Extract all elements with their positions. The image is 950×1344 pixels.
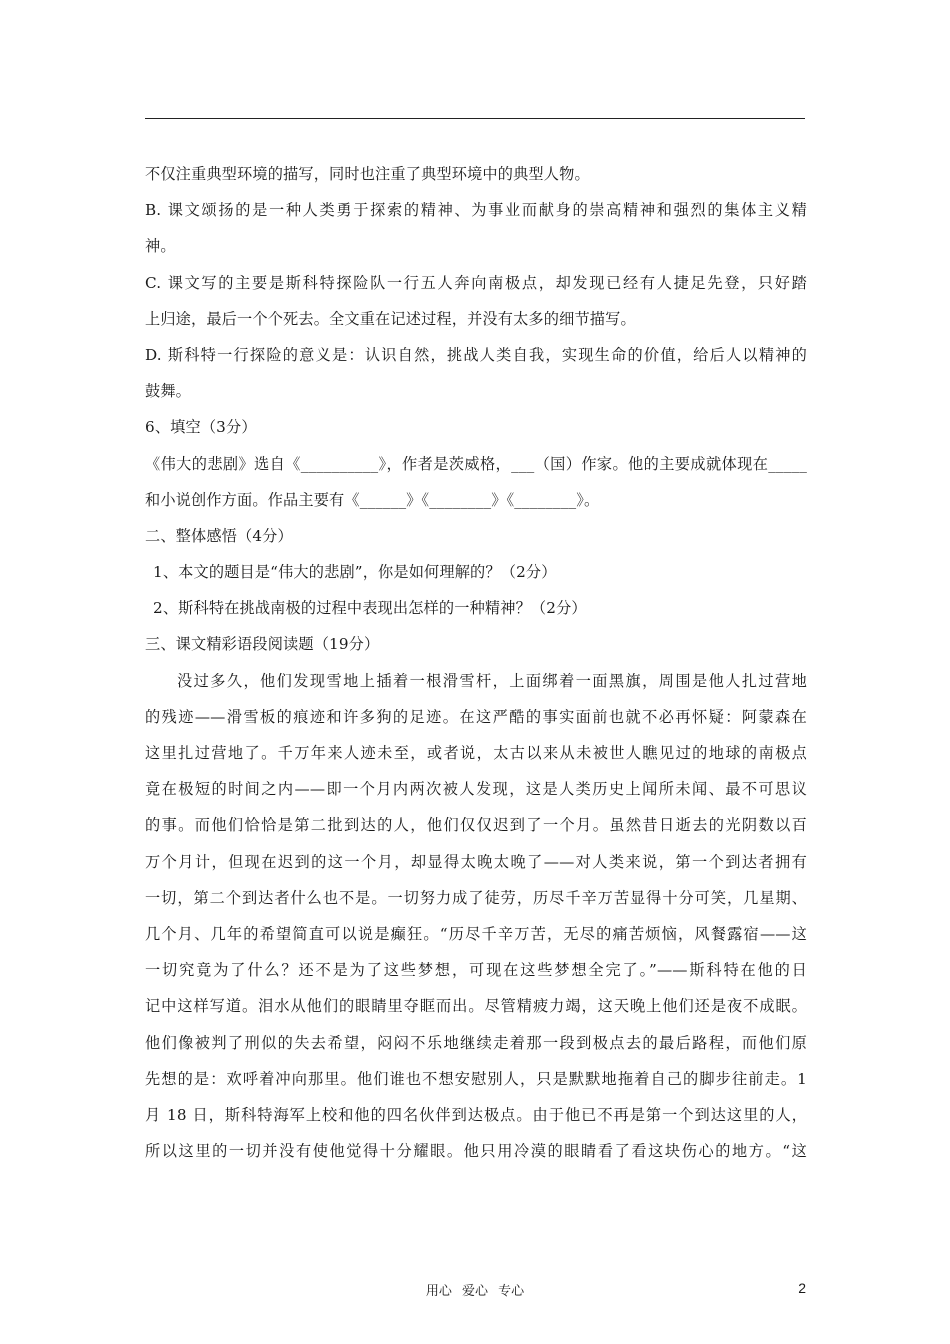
passage-line: 这里扎过营地了。千万年来人迹未至，或者说，太古以来从未被世人瞧见过的地球的南极点 bbox=[145, 744, 807, 762]
passage-line: 先想的是：欢呼着冲向那里。他们谁也不想安慰别人，只是默默地拖着自己的脚步往前走。1 bbox=[145, 1069, 807, 1088]
option-b-line: B. 课文颂扬的是一种人类勇于探索的精神、为事业而献身的崇高精神和强烈的集体主义精 bbox=[145, 201, 807, 220]
passage-line: 没过多久，他们发现雪地上插着一根滑雪杆，上面绑着一面黑旗，周围是他人扎过营地 bbox=[177, 671, 807, 690]
option-c-line: C. 课文写的主要是斯科特探险队一行五人奔向南极点，却发现已经有人捷足先登，只好踏 bbox=[145, 273, 807, 292]
fill-blank-line: 《伟大的悲剧》选自《__________》，作者是茨威格，___（国）作家。他的主要成就体现在_____ bbox=[145, 454, 807, 473]
question-heading: 6、填空（3分） bbox=[145, 418, 257, 437]
text-line: 鼓舞。 bbox=[145, 382, 192, 401]
passage-line: 月 18 日，斯科特海军上校和他的四名伙伴到达极点。由于他已不再是第一个到达这里的人， bbox=[145, 1105, 807, 1124]
passage-line: 的残迹——滑雪板的痕迹和许多狗的足迹。在这严酷的事实面前也就不必再怀疑：阿蒙森在 bbox=[145, 707, 807, 726]
passage-line: 万个月计，但现在迟到的这一个月，却显得太晚太晚了——对人类来说，第一个到达者拥有 bbox=[145, 852, 807, 871]
option-d-line: D. 斯科特一行探险的意义是：认识自然，挑战人类自我，实现生命的价值，给后人以精神的 bbox=[145, 345, 807, 364]
header-rule bbox=[145, 118, 805, 119]
section-heading: 三、课文精彩语段阅读题（19分） bbox=[145, 635, 380, 654]
passage-line: 的事。而他们恰恰是第二批到达的人，他们仅仅迟到了一个月。虽然昔日逝去的光阴数以百 bbox=[145, 816, 807, 835]
question-item: 1、本文的题目是“伟大的悲剧”，你是如何理解的？（2分） bbox=[153, 563, 557, 582]
text-line: 神。 bbox=[145, 237, 176, 256]
passage-line: 他们像被判了刑似的失去希望，闷闷不乐地继续走着那一段到极点去的最后路程，而他们原 bbox=[145, 1033, 807, 1052]
section-heading: 二、整体感悟（4分） bbox=[145, 526, 293, 545]
page-number: 2 bbox=[798, 1280, 806, 1296]
passage-line: 一切究竟为了什么？还不是为了这些梦想，可现在这些梦想全完了。”——斯科特在他的日 bbox=[145, 961, 807, 980]
passage-line: 记中这样写道。泪水从他们的眼睛里夺眶而出。尽管精疲力竭，这天晚上他们还是夜不成眠。 bbox=[145, 997, 807, 1016]
document-body bbox=[145, 156, 807, 1169]
passage-line: 所以这里的一切并没有使他觉得十分耀眼。他只用冷漠的眼睛看了看这块伤心的地方。“这 bbox=[145, 1142, 807, 1161]
footer-motto: 用心 爱心 专心 bbox=[425, 1284, 525, 1299]
passage-line: 竟在极短的时间之内——即一个月内两次被人发现，这是人类历史上闻所未闻、最不可思议 bbox=[145, 780, 807, 799]
passage-line: 几个月、几年的希望简直可以说是癫狂。“历尽千辛万苦，无尽的痛苦烦恼，风餐露宿——这 bbox=[145, 924, 807, 943]
fill-blank-line: 和小说创作方面。作品主要有《______》《________》《________》。 bbox=[145, 490, 600, 509]
text-line: 不仅注重典型环境的描写，同时也注重了典型环境中的典型人物。 bbox=[145, 165, 590, 183]
text-line: 上归途，最后一个个死去。全文重在记述过程，并没有太多的细节描写。 bbox=[145, 309, 636, 328]
question-item: 2、斯科特在挑战南极的过程中表现出怎样的一种精神？（2分） bbox=[153, 599, 587, 618]
passage-line: 一切，第二个到达者什么也不是。一切努力成了徒劳，历尽千辛万苦显得十分可笑，几星期、 bbox=[145, 888, 807, 907]
